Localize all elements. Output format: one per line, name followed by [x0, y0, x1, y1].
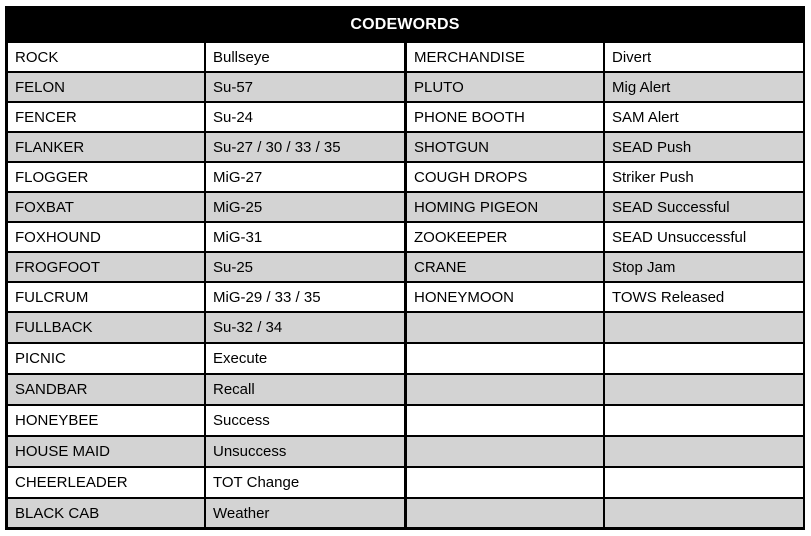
table-row [407, 43, 803, 71]
codeword-cell [407, 499, 603, 527]
codeword-cell: FOXHOUND [8, 223, 204, 251]
meaning-cell: MiG-31 [206, 223, 404, 251]
codeword-cell: BLACK CAB [8, 499, 204, 527]
meaning-cell: MiG-29 / 33 / 35 [206, 283, 404, 311]
codeword-cell: CHEERLEADER [8, 468, 204, 497]
codeword-cell: MERCHANDISE [407, 43, 603, 71]
codeword-cell: FELON [8, 73, 204, 101]
meaning-cell: Striker Push [605, 163, 803, 191]
codeword-cell: PLUTO [407, 73, 603, 101]
codeword-cell: HONEYBEE [8, 406, 204, 435]
meaning-cell: MiG-27 [206, 163, 404, 191]
table-row [407, 103, 803, 131]
codeword-cell: HOUSE MAID [8, 437, 204, 466]
meaning-cell [605, 499, 803, 527]
meaning-cell: Bullseye [206, 43, 404, 71]
codeword-cell [407, 437, 603, 466]
meaning-cell: Su-57 [206, 73, 404, 101]
codeword-cell: FLANKER [8, 133, 204, 161]
table-row [407, 499, 803, 527]
meaning-cell: TOWS Released [605, 283, 803, 311]
table-row [407, 437, 803, 466]
table-row [8, 375, 404, 404]
codeword-cell: FOXBAT [8, 193, 204, 221]
table-row [8, 468, 404, 497]
meaning-cell: Su-27 / 30 / 33 / 35 [206, 133, 404, 161]
table-row [8, 283, 404, 311]
meaning-cell [605, 468, 803, 497]
left-column-group [8, 43, 404, 527]
meaning-cell: Success [206, 406, 404, 435]
meaning-cell [605, 344, 803, 373]
meaning-cell: SEAD Push [605, 133, 803, 161]
meaning-cell: Su-24 [206, 103, 404, 131]
table-row [407, 468, 803, 497]
codeword-cell [407, 313, 603, 342]
table-row [8, 193, 404, 221]
codeword-cell: SANDBAR [8, 375, 204, 404]
codeword-cell: HOMING PIGEON [407, 193, 603, 221]
table-row [8, 437, 404, 466]
codeword-cell: FULLBACK [8, 313, 204, 342]
codeword-cell: FENCER [8, 103, 204, 131]
table-row [8, 163, 404, 191]
table-row [8, 43, 404, 71]
right-column-group [407, 43, 803, 527]
codeword-cell: PICNIC [8, 344, 204, 373]
meaning-cell: Weather [206, 499, 404, 527]
codewords-grid [8, 43, 803, 527]
codeword-cell: ZOOKEEPER [407, 223, 603, 251]
table-row [407, 133, 803, 161]
codeword-cell: CRANE [407, 253, 603, 281]
codeword-cell: HONEYMOON [407, 283, 603, 311]
meaning-cell: SEAD Successful [605, 193, 803, 221]
table-row [8, 344, 404, 373]
meaning-cell [605, 375, 803, 404]
codeword-cell [407, 375, 603, 404]
meaning-cell: Su-25 [206, 253, 404, 281]
codeword-cell: ROCK [8, 43, 204, 71]
table-row [8, 406, 404, 435]
meaning-cell: Unsuccess [206, 437, 404, 466]
table-row [407, 344, 803, 373]
meaning-cell: SEAD Unsuccessful [605, 223, 803, 251]
meaning-cell [605, 437, 803, 466]
meaning-cell: Stop Jam [605, 253, 803, 281]
table-row [8, 313, 404, 342]
table-row [407, 73, 803, 101]
meaning-cell: Mig Alert [605, 73, 803, 101]
table-row [8, 223, 404, 251]
meaning-cell [605, 406, 803, 435]
table-row [8, 103, 404, 131]
table-row [8, 499, 404, 527]
codeword-cell [407, 468, 603, 497]
codeword-cell: FROGFOOT [8, 253, 204, 281]
table-row [8, 253, 404, 281]
meaning-cell: Execute [206, 344, 404, 373]
table-row [407, 163, 803, 191]
table-row [407, 223, 803, 251]
codeword-cell [407, 406, 603, 435]
table-row [8, 73, 404, 101]
table-row [407, 193, 803, 221]
table-title: CODEWORDS [350, 16, 460, 33]
codeword-cell: SHOTGUN [407, 133, 603, 161]
meaning-cell: MiG-25 [206, 193, 404, 221]
codeword-cell [407, 344, 603, 373]
table-row [8, 133, 404, 161]
table-row [407, 253, 803, 281]
table-row [407, 406, 803, 435]
codeword-cell: COUGH DROPS [407, 163, 603, 191]
table-row [407, 283, 803, 311]
meaning-cell: Recall [206, 375, 404, 404]
codeword-cell: FULCRUM [8, 283, 204, 311]
codewords-table [5, 6, 805, 530]
codeword-cell: FLOGGER [8, 163, 204, 191]
table-row [407, 375, 803, 404]
meaning-cell: TOT Change [206, 468, 404, 497]
codeword-cell: PHONE BOOTH [407, 103, 603, 131]
meaning-cell: Su-32 / 34 [206, 313, 404, 342]
meaning-cell: Divert [605, 43, 803, 71]
table-row [407, 313, 803, 342]
meaning-cell [605, 313, 803, 342]
meaning-cell: SAM Alert [605, 103, 803, 131]
